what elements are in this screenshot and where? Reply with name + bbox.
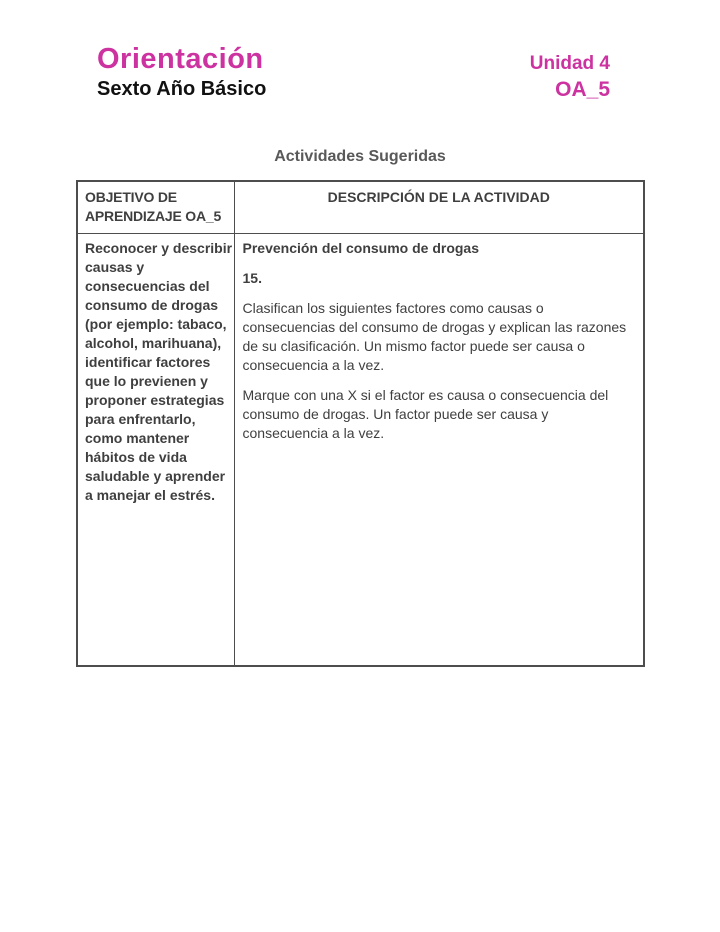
activity-number: 15. [242,269,262,286]
activity-paragraph: Marque con una X si el factor es causa o consecuencia del consumo de drogas. Un factor puede ser causa y consecuencia a la vez. [242,386,609,441]
activities-table [76,180,645,667]
header-left [97,43,266,101]
oa-label: OA_5 [555,78,610,101]
objective-text: Reconocer y describir causas y consecuencias del consumo de drogas (por ejemplo: tabaco, alcohol, marihuana), identificar factores que lo previenen y proponer estrategias para enfrentarlo, como mantener hábitos de vida saludable y aprender a manejar el estrés. [77,233,234,666]
table-body-row [77,233,644,666]
unit-label: Unidad 4 [529,53,610,74]
table-header-row [77,181,644,233]
section-title: Actividades Sugeridas [274,148,446,165]
document-header [97,43,610,102]
description-header-cell: DESCRIPCIÓN DE LA ACTIVIDAD [234,181,644,233]
activity-description-cell [234,233,644,666]
grade-subtitle: Sexto Año Básico [97,78,267,100]
activity-paragraph: Clasifican los siguientes factores como causas o consecuencias del consumo de drogas y explican las razones de su clasificación. Un mismo factor puede ser causa o consecuencia a la vez. [242,299,627,373]
course-title: Orientación [97,43,264,75]
header-right [530,43,610,102]
activity-title: Prevención del consumo de drogas [242,239,480,256]
objective-header-cell: OBJETIVO DE APRENDIZAJE OA_5 [77,181,234,233]
